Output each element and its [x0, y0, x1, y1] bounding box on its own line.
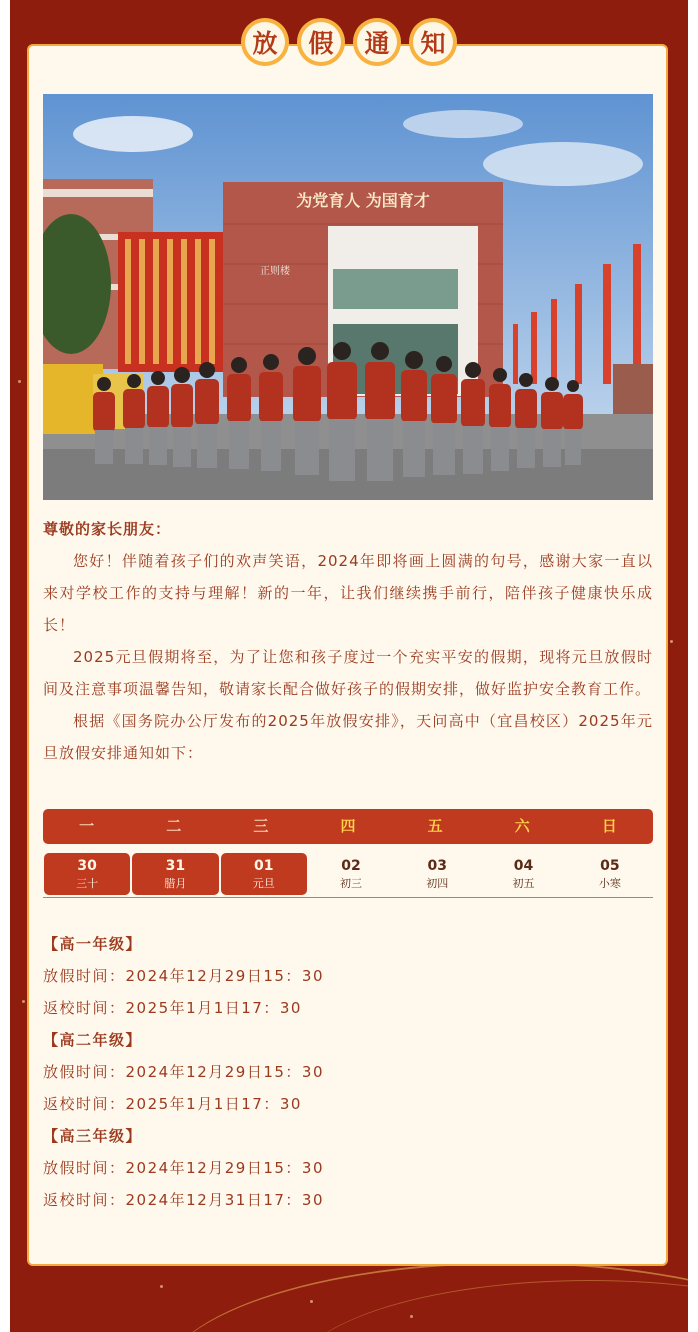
page-title [0, 18, 698, 70]
grade-heading: 【高三年级】 [43, 1127, 143, 1145]
notice-paragraph: 2025元旦假期将至，为了让您和孩子度过一个充实平安的假期，现将元旦放假时间及注意事项温馨告知，敬请家长配合做好孩子的假期安排，做好监护安全教育工作。 [43, 648, 653, 698]
weekday-label: 四 [340, 817, 356, 835]
notice-body [43, 545, 653, 769]
weekday-label: 日 [601, 817, 617, 835]
title-char-badge: 假 [297, 18, 345, 66]
grade-heading: 【高二年级】 [43, 1031, 143, 1049]
calendar-day: 04 初五 [512, 858, 535, 890]
calendar-day: 03 初四 [426, 858, 449, 890]
grade-heading: 【高一年级】 [43, 935, 143, 953]
leave-time: 放假时间：2024年12月29日15：30 [43, 967, 325, 985]
notice-paragraph: 根据《国务院办公厅发布的2025年放假安排》，天问高中（宜昌校区）2025年元旦放假安排通知如下： [43, 712, 653, 762]
return-time: 返校时间：2024年12月31日17：30 [43, 1191, 325, 1209]
building-banner-text: 为党育人 为国育才 [296, 191, 430, 210]
greeting: 尊敬的家长朋友： [43, 520, 172, 538]
calendar-day-holiday: 30 三十 [44, 853, 130, 895]
weekday-label: 二 [166, 817, 182, 835]
weekday-label: 三 [253, 817, 269, 835]
return-time: 返校时间：2025年1月1日17：30 [43, 999, 302, 1017]
leave-time: 放假时间：2024年12月29日15：30 [43, 1159, 325, 1177]
calendar-day: 02 初三 [339, 858, 362, 890]
holiday-schedule [43, 928, 653, 1216]
weekday-label: 六 [514, 817, 530, 835]
school-photo [43, 94, 653, 500]
calendar-weekday-header [43, 809, 653, 844]
title-char-badge: 通 [353, 18, 401, 66]
title-char-badge: 放 [241, 18, 289, 66]
weekday-label: 五 [427, 817, 443, 835]
calendar-day-holiday: 01 元旦 [221, 853, 307, 895]
return-time: 返校时间：2025年1月1日17：30 [43, 1095, 302, 1113]
title-char-badge: 知 [409, 18, 457, 66]
leave-time: 放假时间：2024年12月29日15：30 [43, 1063, 325, 1081]
weekday-label: 一 [79, 817, 95, 835]
notice-paragraph: 您好！伴随着孩子们的欢声笑语，2024年即将画上圆满的句号，感谢大家一直以来对学校工作的支持与理解！新的一年，让我们继续携手前行，陪伴孩子健康快乐成长！ [43, 552, 653, 634]
calendar-day: 05 小寒 [598, 858, 621, 890]
building-sign-text: 正则楼 [260, 266, 290, 277]
calendar-day-holiday: 31 腊月 [132, 853, 218, 895]
calendar-days [43, 853, 653, 898]
